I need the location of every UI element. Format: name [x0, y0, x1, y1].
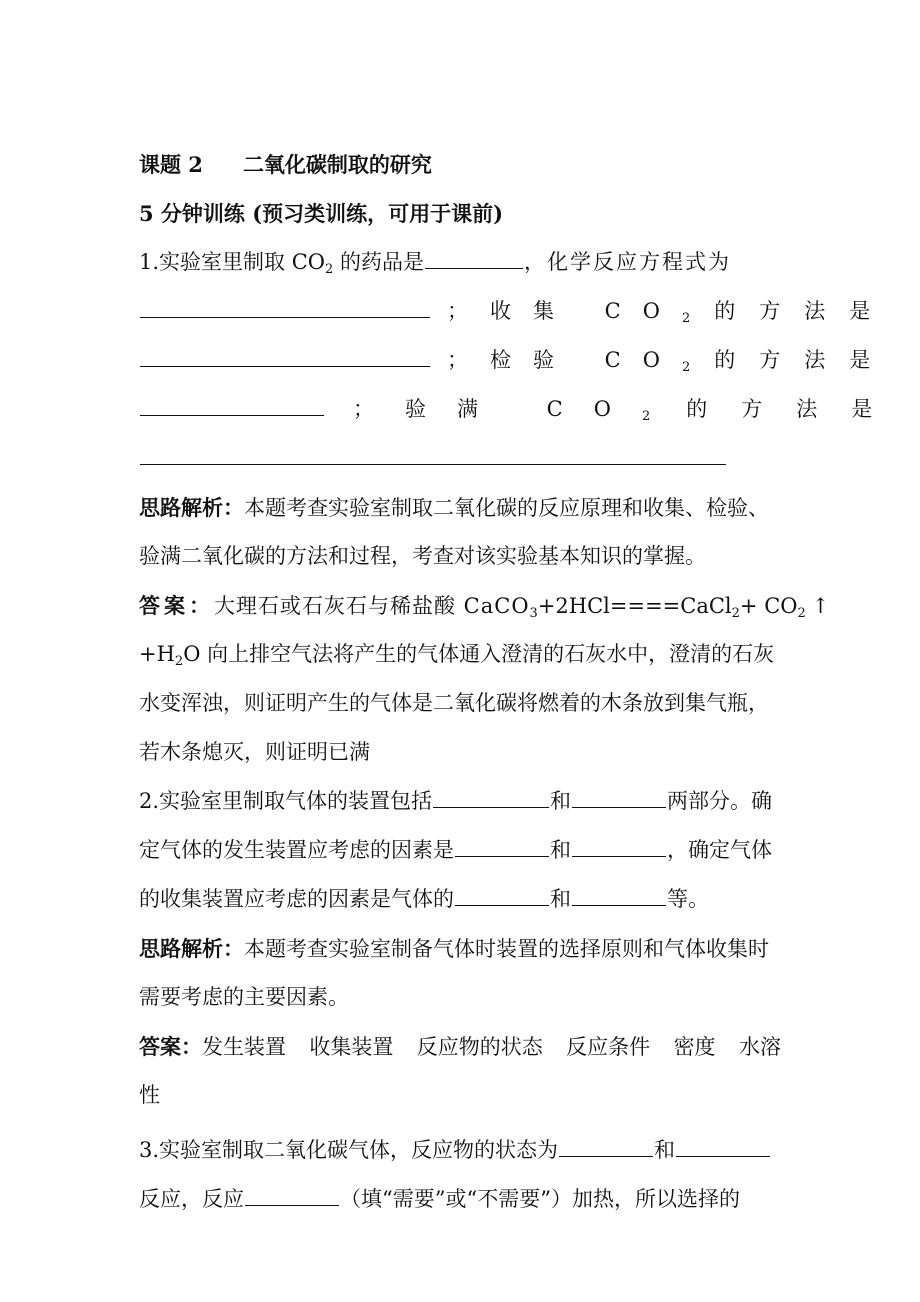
analysis-2-line-1: 思路解析：本题考查实验室制备气体时装置的选择原则和气体收集时: [139, 936, 769, 961]
answer-2-line-2: 性: [139, 1083, 160, 1107]
question-2-line-3: 的收集装置应考虑的因素是气体的 和 等。: [139, 887, 709, 911]
answer-2-line-1: 答案：发生装置 收集装置 反应物的状态 反应条件 密度 水溶: [139, 1034, 781, 1059]
answer-blank[interactable]: [572, 836, 666, 857]
answer-1-line-1: 答案：大理石或石灰石与稀盐酸 CaCO$_3$+2HCl====CaCl$_2$+ $CO_2$ ↑: [139, 593, 830, 621]
answer-blank[interactable]: [140, 395, 324, 416]
section-subtitle: 5 分钟训练 (预习类训练，可用于课前): [139, 201, 504, 226]
answer-blank[interactable]: [572, 787, 666, 808]
answer-blank[interactable]: [455, 836, 549, 857]
question-1-line-1: 1.实验室里制取 $CO_2$ 的药品是 ，化学反应方程式为: [139, 250, 731, 277]
answer-blank[interactable]: [140, 297, 430, 318]
answer-blank[interactable]: [559, 1136, 653, 1157]
question-2-line-2: 定气体的发生装置应考虑的因素是 和 ，确定气体: [139, 838, 772, 862]
question-1-line-4: ；验满 $CO_2$ 的方法是: [139, 385, 781, 434]
analysis-2-line-2: 需要考虑的主要因素。: [139, 985, 349, 1009]
document-content: [139, 140, 907, 1224]
answer-blank[interactable]: [245, 1185, 339, 1206]
answer-blank[interactable]: [572, 885, 666, 906]
question-3-line-2: 反应，反应 （填“需要”或“不需要”）加热，所以选择的: [139, 1187, 740, 1211]
answer-blank[interactable]: [425, 248, 523, 269]
answer-1-line-3: 水变浑浊，则证明产生的气体是二氧化碳将燃着的木条放到集气瓶，: [139, 691, 769, 715]
answer-blank[interactable]: [140, 444, 726, 465]
question-3-line-1: 3.实验室制取二氧化碳气体，反应物的状态为 和: [139, 1126, 781, 1175]
answer-blank[interactable]: [140, 346, 430, 367]
analysis-1-line-2: 验满二氧化碳的方法和过程，考查对该实验基本知识的掌握。: [139, 544, 706, 568]
answer-blank[interactable]: [433, 787, 549, 808]
lesson-title: 课题 2 二氧化碳制取的研究: [139, 152, 432, 177]
question-1-line-2: ；收集 $CO_2$ 的方法是: [139, 287, 781, 336]
question-2-line-1: 2.实验室里制取气体的装置包括 和 两部分。确: [139, 789, 773, 813]
answer-1-line-2: $+H_2O$ 向上排空气法将产生的气体通入澄清的石灰水中，澄清的石灰: [139, 642, 775, 669]
analysis-1-line-1: 思路解析：本题考查实验室制取二氧化碳的反应原理和收集、检验、: [139, 495, 769, 520]
answer-blank[interactable]: [455, 885, 549, 906]
answer-blank[interactable]: [676, 1136, 770, 1157]
answer-1-line-4: 若木条熄灭，则证明已满: [139, 740, 370, 764]
question-1-line-3: ；检验 $CO_2$ 的方法是: [139, 336, 781, 385]
question-1-line-5: [139, 434, 781, 483]
